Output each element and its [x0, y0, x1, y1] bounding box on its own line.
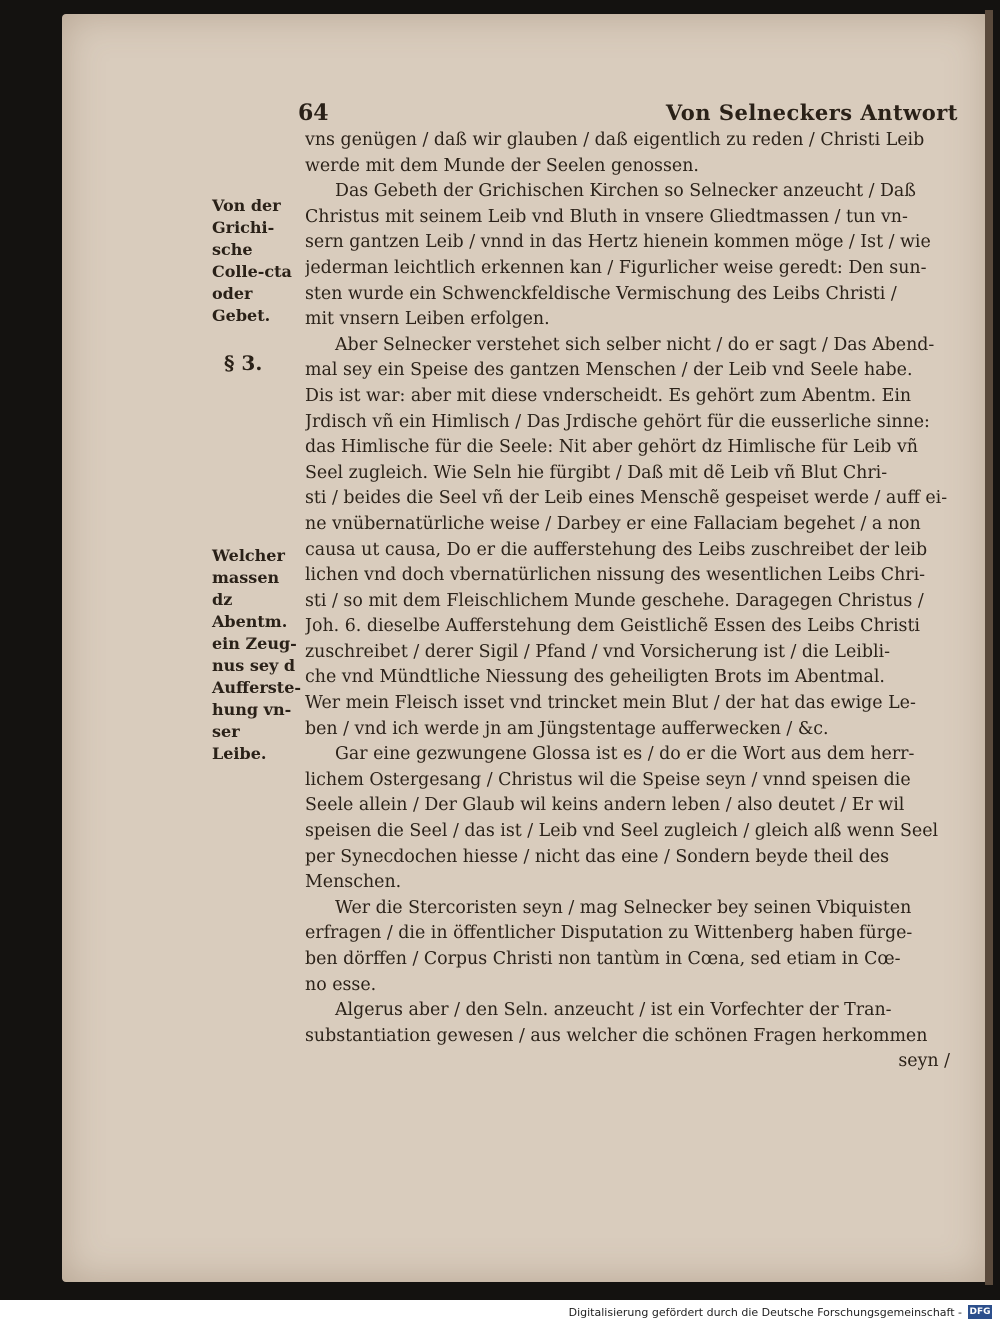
text-line: Seel zugleich. Wie Seln hie fürgibt / Daß mit dẽ Leib vñ Blut Chri-: [305, 462, 888, 483]
text-line: no esse.: [305, 974, 377, 995]
text-line: Seele allein / Der Glaub wil keins andern leben / also deutet / Er wil: [305, 795, 905, 816]
text-line: Wer mein Fleisch isset vnd trincket mein Blut / der hat das ewige Le-: [305, 693, 916, 714]
text-line: Gar eine gezwungene Glossa ist es / do er die Wort aus dem herr-: [335, 744, 915, 765]
text-line: sti / so mit dem Fleischlichem Munde geschehe. Daragegen Christus /: [305, 590, 924, 611]
text-line: Aber Selnecker verstehet sich selber nicht / do er sagt / Das Abend-: [335, 334, 935, 355]
text-line: substantiation gewesen / aus welcher die schönen Fragen herkommen: [305, 1025, 928, 1046]
funding-credit: Digitalisierung gefördert durch die Deutsche Forschungsgemeinschaft -: [568, 1306, 962, 1319]
text-line: Wer die Stercoristen seyn / mag Selnecker bey seinen Vbiquisten: [335, 897, 912, 918]
text-line: sten wurde ein Schwenckfeldische Vermischung des Leibs Christi /: [305, 283, 897, 304]
text-line: Christus mit seinem Leib vnd Bluth in vnsere Gliedtmassen / tun vn-: [305, 206, 908, 227]
text-line: speisen die Seel / das ist / Leib vnd Seel zugleich / gleich alß wenn Seel: [305, 821, 939, 842]
page-edge: [985, 10, 993, 1285]
body-text: [305, 128, 950, 1075]
text-line: Das Gebeth der Grichischen Kirchen so Selnecker anzeucht / Daß: [335, 181, 916, 202]
footer-bar: [0, 1300, 1000, 1327]
text-line: zuschreibet / derer Sigil / Pfand / vnd Vorsicherung ist / die Leibli-: [305, 641, 890, 662]
text-line: sti / beides die Seel vñ der Leib eines Menschẽ gespeiset werde / auff ei-: [305, 488, 948, 509]
dfg-logo: DFG: [969, 1307, 991, 1317]
text-line: werde mit dem Munde der Seelen genossen.: [305, 155, 699, 176]
text-line: das Himlische für die Seele: Nit aber gehört dz Himlische für Leib vñ: [305, 437, 918, 458]
catchword: seyn /: [898, 1051, 950, 1072]
text-line: Menschen.: [305, 872, 402, 893]
text-line: lichen vnd doch vbernatürlichen nissung des wesentlichen Leibs Chri-: [305, 565, 926, 586]
text-line: sern gantzen Leib / vnnd in das Hertz hienein kommen möge / Ist / wie: [305, 232, 931, 253]
text-line: ben / vnd ich werde jn am Jüngstentage aufferwecken / &c.: [305, 718, 829, 739]
text-line: erfragen / die in öffentlicher Disputation zu Wittenberg haben fürge-: [305, 923, 913, 944]
text-line: lichem Ostergesang / Christus wil die Speise seyn / vnnd speisen die: [305, 769, 911, 790]
text-line: Jrdisch vñ ein Himlisch / Das Jrdische gehört für die eusserliche sinne:: [305, 411, 930, 432]
text-line: ben dörffen / Corpus Christi non tantùm in Cœna, sed etiam in Cœ-: [305, 949, 901, 969]
text-line: Algerus aber / den Seln. anzeucht / ist ein Vorfechter der Tran-: [335, 1000, 892, 1021]
page-number: 64: [298, 100, 329, 126]
margin-note-section-3: § 3.: [224, 351, 263, 375]
text-line: che vnd Mündtliche Niessung des geheiligten Brots im Abentmal.: [305, 667, 885, 688]
text-line: Joh. 6. dieselbe Aufferstehung dem Geistlichẽ Essen des Leibs Christi: [305, 616, 920, 637]
text-line: mal sey ein Speise des gantzen Menschen / der Leib vnd Seele habe.: [305, 360, 913, 381]
text-line: vns genügen / daß wir glauben / daß eigentlich zu reden / Christi Leib: [305, 130, 925, 150]
text-line: per Synecdochen hiesse / nicht das eine / Sondern beyde theil des: [305, 846, 890, 867]
margin-note-resurrection: Welcher massen dz Abentm. ein Zeug-nus sey d Aufferste-hung vn-ser Leibe.: [212, 546, 302, 763]
running-head: Von Selneckers Antwort: [665, 100, 958, 125]
text-line: jederman leichtlich erkennen kan / Figurlicher weise geredt: Den sun-: [305, 257, 927, 278]
margin-note-greek-collect: Von der Grichi-sche Colle-cta oder Gebet.: [212, 196, 292, 325]
text-line: causa ut causa, Do er die aufferstehung des Leibs zuschreibet der leib: [305, 539, 928, 560]
text-line: ne vnübernatürliche weise / Darbey er eine Fallaciam begehet / a non: [305, 513, 921, 534]
text-line: Dis ist war: aber mit diese vnderscheidt. Es gehört zum Abentm. Ein: [305, 385, 912, 406]
text-line: mit vnsern Leiben erfolgen.: [305, 309, 550, 330]
